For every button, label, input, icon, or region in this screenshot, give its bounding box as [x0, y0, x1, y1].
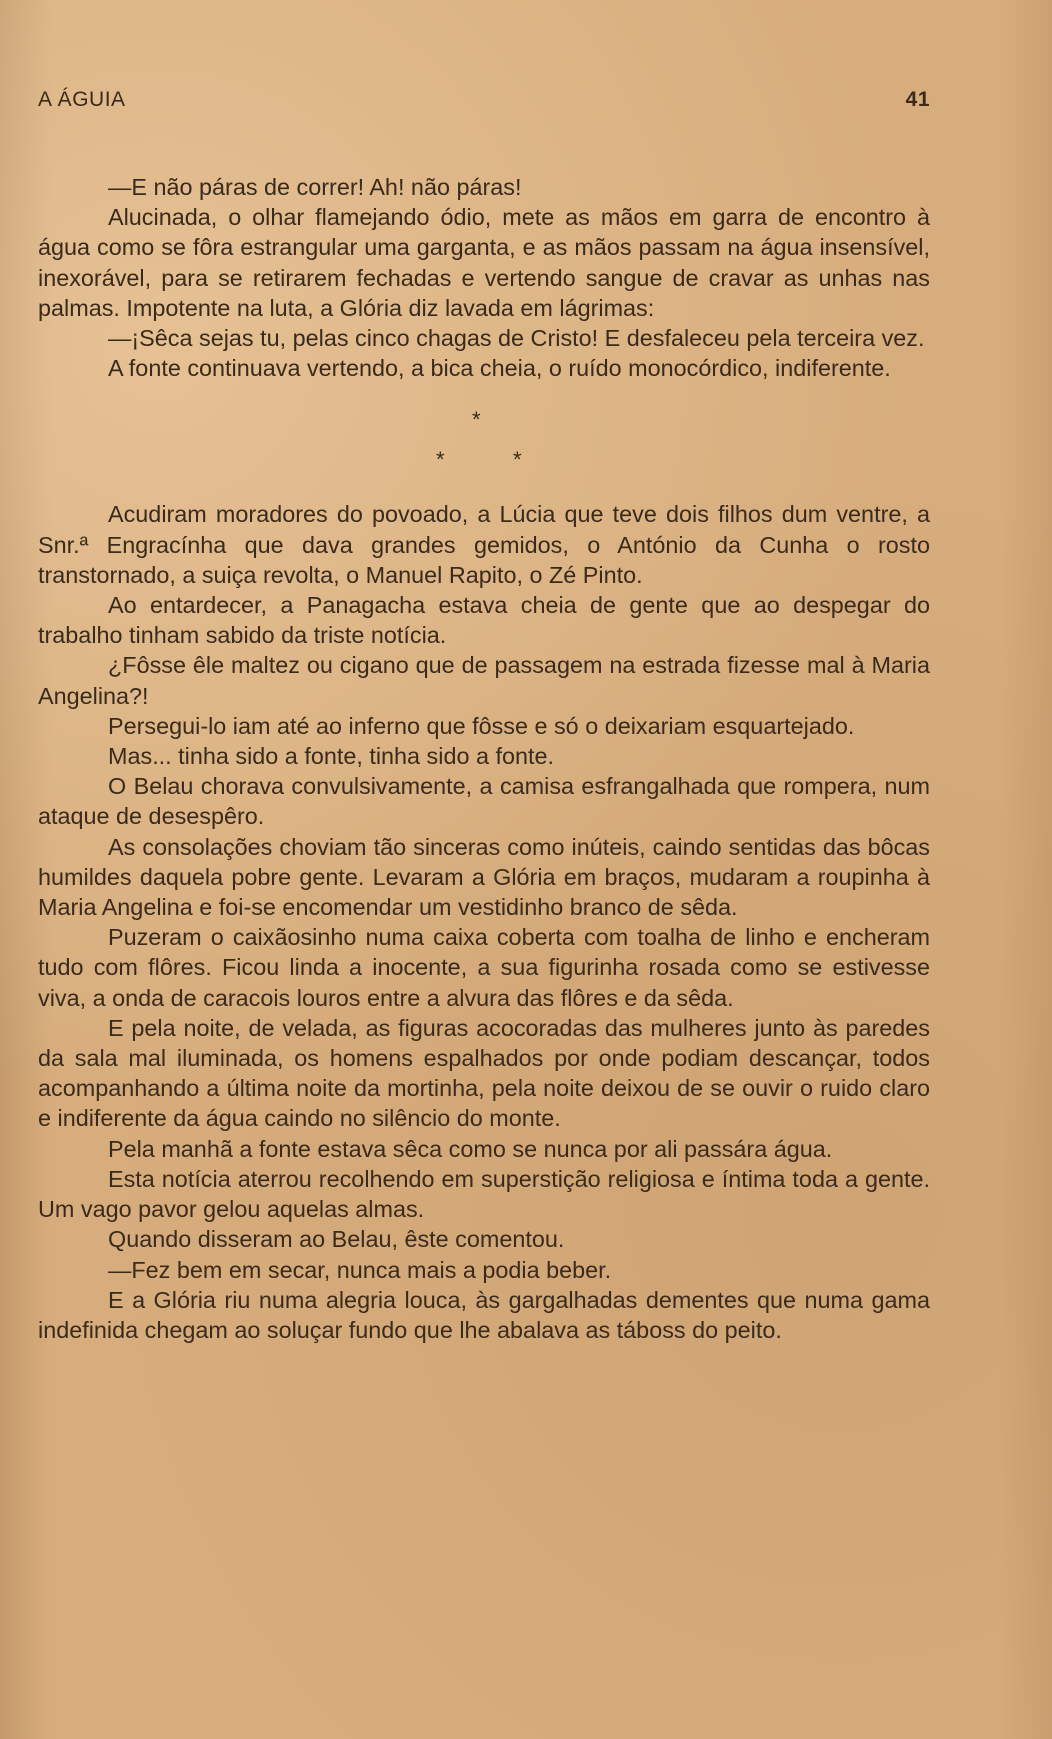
paragraph: As consolações choviam tão sinceras como inúteis, caindo sentidas das bôcas humildes daquela pobre gente. Levaram a Glória em braços, mudaram a roupinha à Maria Angelina e foi-se encomendar um vestidinho branco de sêda. — [38, 833, 930, 921]
body-text — [38, 172, 930, 1345]
paragraph: Puzeram o caixãosinho numa caixa coberta com toalha de linho e encheram tudo com flôres. Ficou linda a inocente, a sua figurinha rosada como se estivesse viva, a onda de caracois louros entre a alvura das flôres e da sêda. — [38, 924, 930, 1011]
separator-asterisk: * — [472, 407, 481, 433]
section-separator — [38, 383, 930, 499]
paragraph: —E não páras de correr! Ah! não páras! — [108, 174, 522, 200]
paragraph: A fonte continuava vertendo, a bica cheia, o ruído monocórdico, indiferente. — [108, 355, 891, 382]
paragraph: Ao entardecer, a Panagacha estava cheia de gente que ao despegar do trabalho tinham sabido da triste notícia. — [38, 592, 930, 649]
separator-asterisk: * — [513, 447, 522, 473]
paragraph: —¡Sêca sejas tu, pelas cinco chagas de Cristo! E desfaleceu pela terceira vez. — [108, 325, 925, 352]
running-header — [38, 88, 930, 118]
paragraph: Persegui-lo iam até ao inferno que fôsse e só o deixariam esquartejado. — [108, 712, 855, 739]
paragraph: O Belau chorava convulsivamente, a camisa esfrangalhada que rompera, num ataque de desespêro. — [38, 773, 930, 830]
page-number: 41 — [905, 88, 930, 111]
paragraph: E pela noite, de velada, as figuras acocoradas das mulheres junto às paredes da sala mal iluminada, os homens espalhados por onde podiam descançar, todos acompanhando a última noite da mortinha, pela noite deixou de se ouvir o ruido claro e indiferente da água caindo no silêncio do monte. — [38, 1014, 930, 1132]
paragraph: Esta notícia aterrou recolhendo em superstição religiosa e íntima toda a gente. Um vago pavor gelou aquelas almas. — [38, 1165, 930, 1223]
paragraph: —Fez bem em secar, nunca mais a podia beber. — [108, 1256, 612, 1283]
separator-asterisk: * — [436, 447, 445, 473]
journal-title: A ÁGUIA — [38, 88, 126, 111]
paragraph: ¿Fôsse êle maltez ou cigano que de passagem na estrada fizesse mal à Maria Angelina?! — [38, 652, 930, 709]
paragraph: Alucinada, o olhar flamejando ódio, mete as mãos em garra de encontro à água como se fôra estrangular uma garganta, e as mãos passam na água insensível, inexorável, para se retirarem fechadas e vertendo sangue de cravar as unhas nas palmas. Impotente na luta, a Glória diz lavada em lágrimas: — [38, 204, 930, 321]
paragraph: Acudiram moradores do povoado, a Lúcia que teve dois filhos dum ventre, a Snr.ª Engracínha que dava grandes gemidos, o António da Cunha o rosto transtornado, a suiça revolta, o Manuel Rapito, o Zé Pinto. — [38, 501, 930, 588]
paragraph: Quando disseram ao Belau, êste comentou. — [108, 1226, 565, 1253]
paragraph: E a Glória riu numa alegria louca, às gargalhadas dementes que numa gama indefinida chegam ao soluçar fundo que lhe abalava as táboss do peito. — [38, 1286, 930, 1343]
paragraph: Pela manhã a fonte estava sêca como se nunca por ali passára água. — [108, 1135, 833, 1162]
paragraph: Mas... tinha sido a fonte, tinha sido a fonte. — [108, 743, 554, 770]
